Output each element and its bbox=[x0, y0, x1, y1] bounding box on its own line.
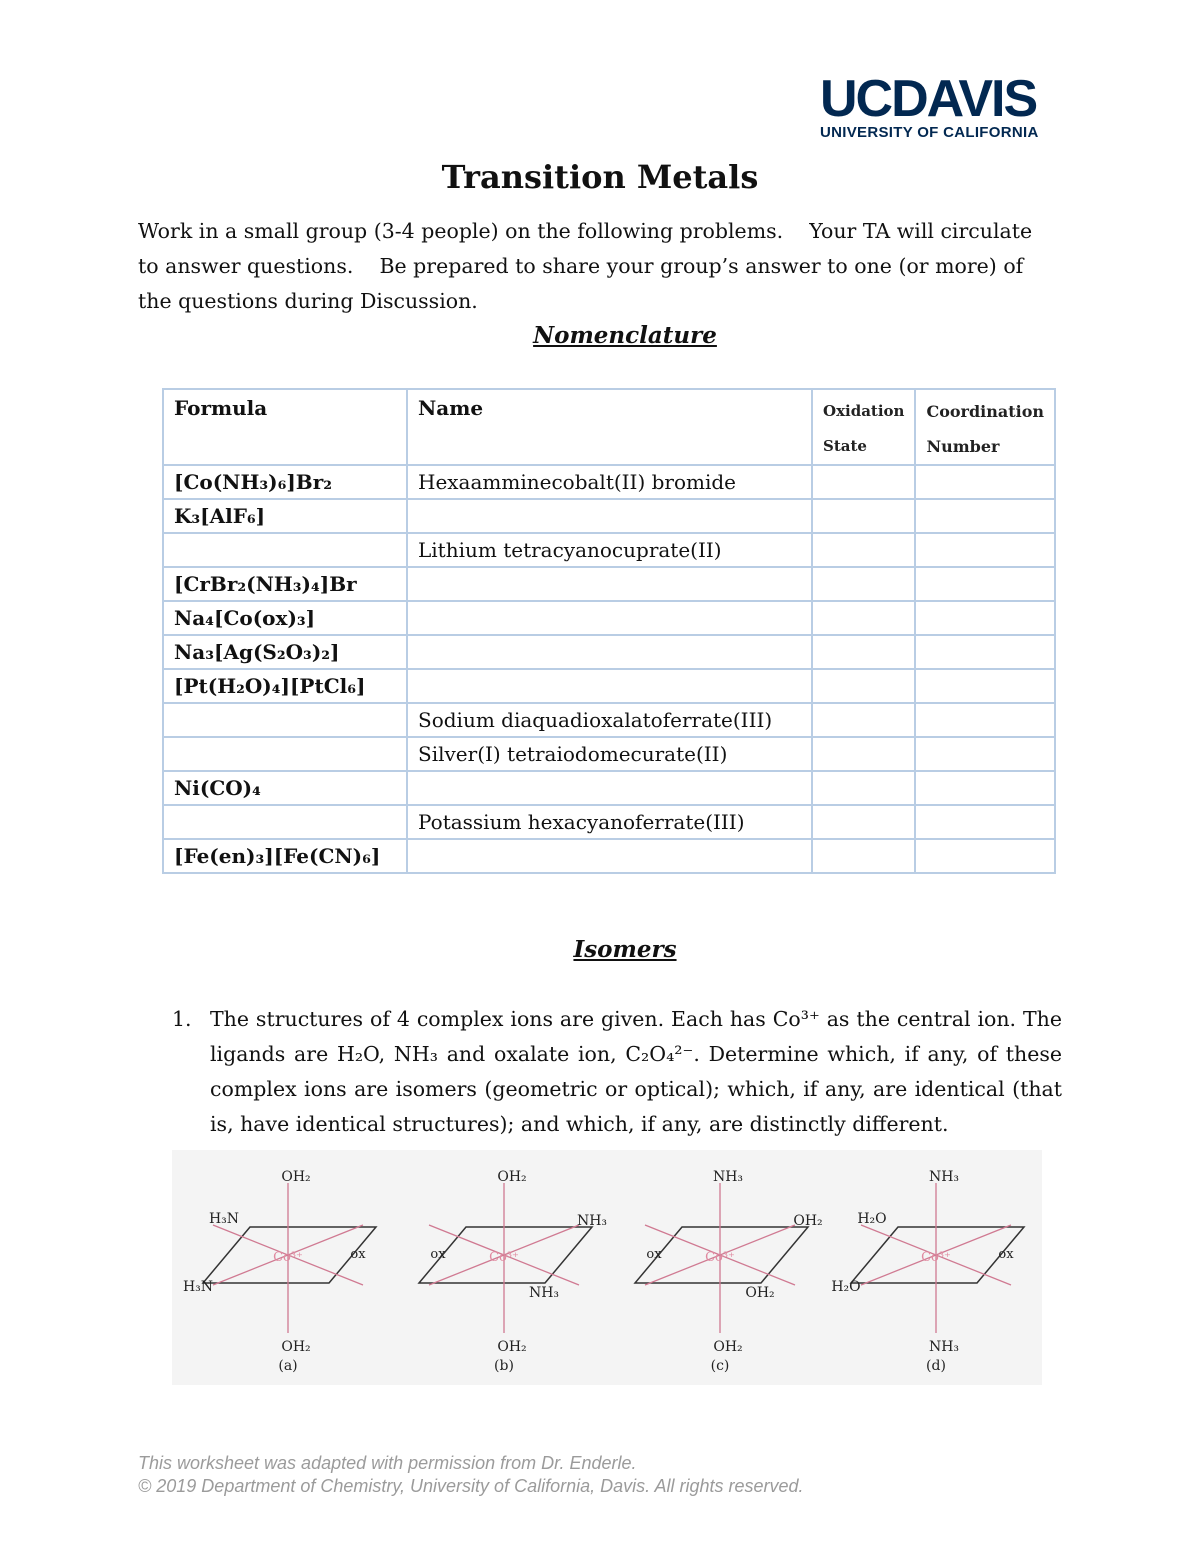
formula-cell: K₃[AlF₆] bbox=[163, 499, 407, 533]
table-row bbox=[163, 771, 1055, 805]
ligand-top: NH₃ bbox=[712, 1169, 744, 1185]
ligand-bottom: OH₂ bbox=[713, 1339, 743, 1355]
name-cell: Hexaamminecobalt(II) bromide bbox=[407, 465, 812, 499]
header-oxidation-state: Oxidation State bbox=[812, 389, 915, 465]
oxidation-state-cell[interactable] bbox=[812, 567, 915, 601]
oxidation-state-cell[interactable] bbox=[812, 703, 915, 737]
coordination-number-cell[interactable] bbox=[915, 669, 1055, 703]
oxalate-label: ox bbox=[646, 1247, 662, 1262]
structure-label: (a) bbox=[278, 1358, 298, 1374]
ligand-upper-right: OH₂ bbox=[793, 1213, 823, 1229]
ligand-lower-left: H₂O bbox=[831, 1279, 861, 1295]
question-1 bbox=[172, 1002, 1062, 1142]
ligand-upper-left: H₃N bbox=[208, 1211, 240, 1227]
ligand-bottom: OH₂ bbox=[281, 1339, 311, 1355]
table-row bbox=[163, 703, 1055, 737]
name-cell bbox=[407, 771, 812, 805]
table-row bbox=[163, 533, 1055, 567]
oxidation-state-cell[interactable] bbox=[812, 771, 915, 805]
table-row bbox=[163, 669, 1055, 703]
table-row bbox=[163, 839, 1055, 873]
oxalate-label: ox bbox=[350, 1247, 366, 1262]
page-title: Transition Metals bbox=[441, 158, 759, 196]
formula-cell bbox=[163, 805, 407, 839]
ligand-top: NH₃ bbox=[928, 1169, 960, 1185]
formula-cell: [Fe(en)₃][Fe(CN)₆] bbox=[163, 839, 407, 873]
coordination-number-cell[interactable] bbox=[915, 771, 1055, 805]
oxidation-state-cell[interactable] bbox=[812, 805, 915, 839]
coordination-number-cell[interactable] bbox=[915, 703, 1055, 737]
footer bbox=[138, 1452, 804, 1498]
name-cell bbox=[407, 601, 812, 635]
name-cell bbox=[407, 499, 812, 533]
table-row bbox=[163, 737, 1055, 771]
name-cell bbox=[407, 635, 812, 669]
metal-center-label: Co³⁺ bbox=[921, 1250, 951, 1265]
oxalate-label: ox bbox=[998, 1247, 1014, 1262]
formula-cell: Ni(CO)₄ bbox=[163, 771, 407, 805]
table-header-row bbox=[163, 389, 1055, 465]
formula-cell: [Co(NH₃)₆]Br₂ bbox=[163, 465, 407, 499]
isomer-structures-svg bbox=[172, 1150, 1042, 1385]
ucdavis-logo bbox=[820, 70, 1065, 141]
structure-label: (b) bbox=[494, 1358, 514, 1374]
metal-center-label: Co³⁺ bbox=[273, 1250, 303, 1265]
name-cell: Silver(I) tetraiodomecurate(II) bbox=[407, 737, 812, 771]
coordination-number-cell[interactable] bbox=[915, 567, 1055, 601]
name-cell bbox=[407, 669, 812, 703]
footer-attribution: This worksheet was adapted with permission from Dr. Enderle. bbox=[138, 1453, 637, 1473]
intro-paragraph: Work in a small group (3-4 people) on the following problems. Your TA will circulate to answer questions. Be prepared to share your group’s answer to one (or more) of the questions during Discussion. bbox=[138, 219, 1039, 313]
coordination-number-cell[interactable] bbox=[915, 465, 1055, 499]
table-row bbox=[163, 567, 1055, 601]
oxidation-state-cell[interactable] bbox=[812, 669, 915, 703]
oxidation-state-cell[interactable] bbox=[812, 533, 915, 567]
question-text: The structures of 4 complex ions are given. Each has Co³⁺ as the central ion. The ligands are H₂O, NH₃ and oxalate ion, C₂O₄²⁻. Determine which, if any, of these complex ions are isomers (geometric or optical); which, if any, are identical (that is, have identical structures); and which, if any, are distinctly different. bbox=[210, 1007, 1062, 1136]
name-cell: Potassium hexacyanoferrate(III) bbox=[407, 805, 812, 839]
logo-subtitle: UNIVERSITY OF CALIFORNIA bbox=[820, 124, 1039, 141]
coordination-number-cell[interactable] bbox=[915, 533, 1055, 567]
ligand-upper-left: H₂O bbox=[857, 1211, 887, 1227]
oxalate-label: ox bbox=[430, 1247, 446, 1262]
header-name: Name bbox=[407, 389, 812, 465]
structure-label: (d) bbox=[926, 1358, 946, 1374]
formula-cell: Na₄[Co(ox)₃] bbox=[163, 601, 407, 635]
oxidation-state-cell[interactable] bbox=[812, 465, 915, 499]
formula-cell bbox=[163, 737, 407, 771]
logo-wordmark: UCDAVIS bbox=[820, 70, 1037, 128]
coordination-number-cell[interactable] bbox=[915, 499, 1055, 533]
ligand-top: OH₂ bbox=[497, 1169, 527, 1185]
metal-center-label: Co³⁺ bbox=[705, 1250, 735, 1265]
formula-cell: [Pt(H₂O)₄][PtCl₆] bbox=[163, 669, 407, 703]
ligand-top: OH₂ bbox=[281, 1169, 311, 1185]
ligand-lower-right: NH₃ bbox=[528, 1285, 560, 1301]
ligand-lower-right: OH₂ bbox=[745, 1285, 775, 1301]
ligand-lower-left: H₃N bbox=[182, 1279, 214, 1295]
table-row bbox=[163, 635, 1055, 669]
table-row bbox=[163, 465, 1055, 499]
nomenclature-heading: Nomenclature bbox=[533, 322, 717, 349]
ligand-bottom: OH₂ bbox=[497, 1339, 527, 1355]
formula-cell bbox=[163, 703, 407, 737]
table-row bbox=[163, 805, 1055, 839]
footer-copyright: © 2019 Department of Chemistry, University of California, Davis. All rights reserved. bbox=[138, 1476, 804, 1496]
table-row bbox=[163, 499, 1055, 533]
name-cell: Lithium tetracyanocuprate(II) bbox=[407, 533, 812, 567]
coordination-number-cell[interactable] bbox=[915, 737, 1055, 771]
oxidation-state-cell[interactable] bbox=[812, 839, 915, 873]
isomer-structures-figure bbox=[172, 1150, 1042, 1385]
oxidation-state-cell[interactable] bbox=[812, 601, 915, 635]
oxidation-state-cell[interactable] bbox=[812, 737, 915, 771]
metal-center-label: Co³⁺ bbox=[489, 1250, 519, 1265]
formula-cell: [CrBr₂(NH₃)₄]Br bbox=[163, 567, 407, 601]
coordination-number-cell[interactable] bbox=[915, 635, 1055, 669]
formula-cell bbox=[163, 533, 407, 567]
structure-label: (c) bbox=[710, 1358, 730, 1374]
oxidation-state-cell[interactable] bbox=[812, 635, 915, 669]
coordination-number-cell[interactable] bbox=[915, 601, 1055, 635]
name-cell bbox=[407, 839, 812, 873]
ligand-upper-right: NH₃ bbox=[576, 1213, 608, 1229]
name-cell bbox=[407, 567, 812, 601]
ligand-bottom: NH₃ bbox=[928, 1339, 960, 1355]
isomers-heading: Isomers bbox=[573, 936, 677, 963]
header-formula: Formula bbox=[163, 389, 407, 465]
name-cell: Sodium diaquadioxalatoferrate(III) bbox=[407, 703, 812, 737]
table-row bbox=[163, 601, 1055, 635]
header-coordination-number: Coordination Number bbox=[915, 389, 1055, 465]
question-number: 1. bbox=[172, 1007, 192, 1031]
nomenclature-table bbox=[162, 388, 1056, 874]
coordination-number-cell[interactable] bbox=[915, 805, 1055, 839]
coordination-number-cell[interactable] bbox=[915, 839, 1055, 873]
oxidation-state-cell[interactable] bbox=[812, 499, 915, 533]
formula-cell: Na₃[Ag(S₂O₃)₂] bbox=[163, 635, 407, 669]
